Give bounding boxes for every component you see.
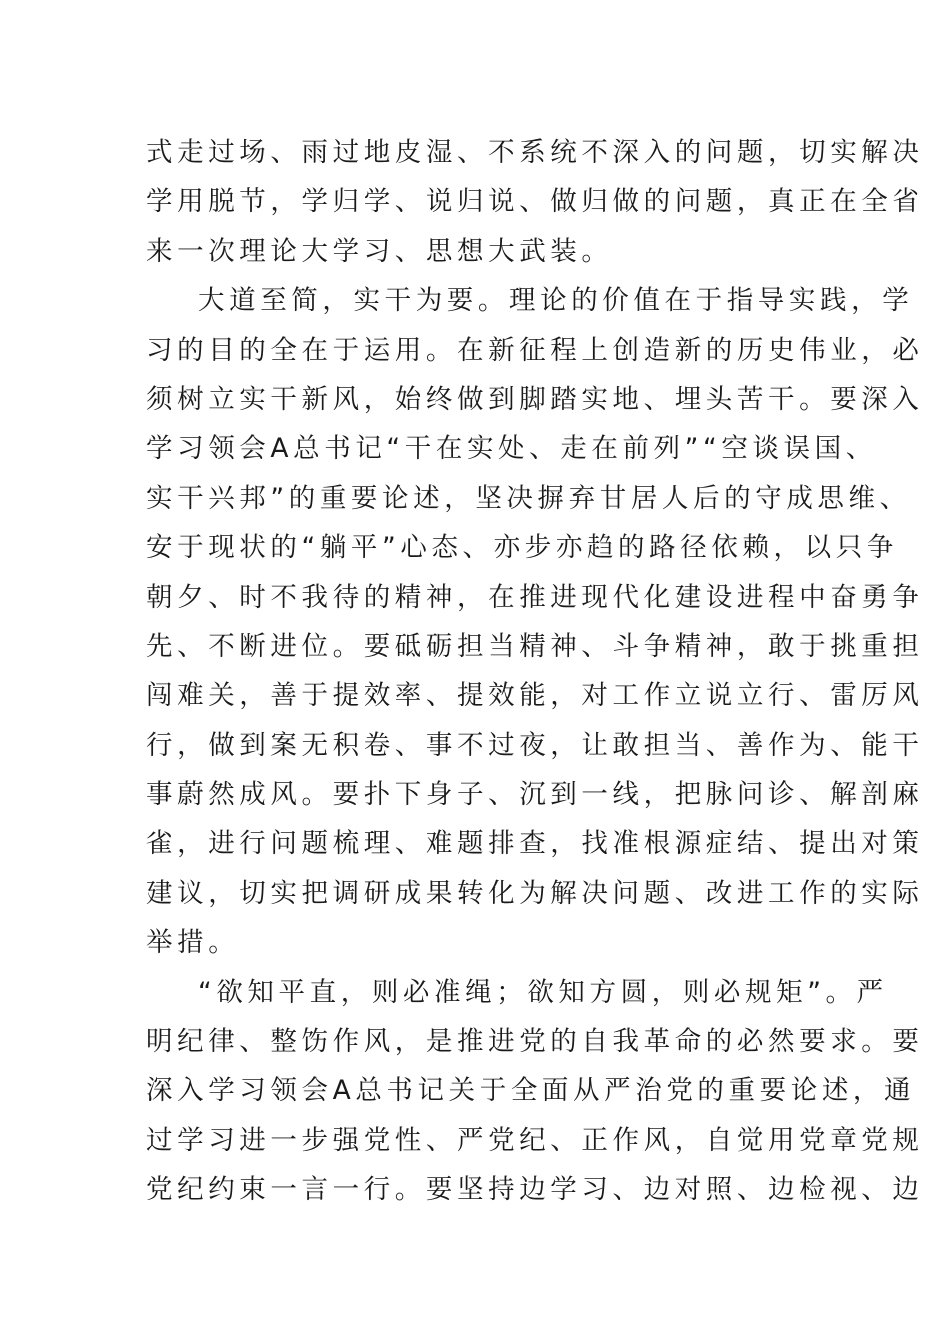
text-line: 先、不断进位。要砥砺担当精神、斗争精神，敢于挑重担	[146, 630, 924, 662]
text-line: 安于现状的“躺平”心态、亦步亦趋的路径依赖，以只争	[146, 532, 898, 564]
text-line: 学习领会A总书记“干在实处、走在前列”“空谈误国、	[146, 433, 877, 465]
text-line: 事蔚然成风。要扑下身子、沉到一线，把脉问诊、解剖麻	[146, 779, 924, 811]
text-line: 行，做到案无积卷、事不过夜，让敢担当、善作为、能干	[146, 729, 924, 761]
text-line: 党纪约束一言一行。要坚持边学习、边对照、边检视、边	[146, 1174, 924, 1206]
text-line: 深入学习领会A总书记关于全面从严治党的重要论述，通	[146, 1075, 916, 1107]
text-line: 学用脱节，学归学、说归说、做归做的问题，真正在全省	[146, 186, 924, 218]
text-line: 雀，进行问题梳理、难题排查，找准根源症结、提出对策	[146, 828, 924, 860]
text-line: 来一次理论大学习、思想大武装。	[146, 235, 613, 267]
text-line: 建议，切实把调研成果转化为解决问题、改进工作的实际	[146, 877, 924, 909]
text-line: 明纪律、整饬作风，是推进党的自我革命的必然要求。要	[146, 1026, 924, 1058]
text-line: 实干兴邦”的重要论述，坚决摒弃甘居人后的守成思维、	[146, 482, 911, 514]
text-line: 朝夕、时不我待的精神，在推进现代化建设进程中奋勇争	[146, 581, 924, 613]
paragraph-start-line: “欲知平直，则必准绳；欲知方圆，则必规矩”。严	[198, 976, 888, 1008]
text-line: 闯难关，善于提效率、提效能，对工作立说立行、雷厉风	[146, 680, 924, 712]
paragraph-start-line: 大道至简，实干为要。理论的价值在于指导实践，学	[198, 285, 914, 317]
body-text	[146, 128, 924, 1215]
text-line: 举措。	[146, 927, 240, 959]
text-line: 式走过场、雨过地皮湿、不系统不深入的问题，切实解决	[146, 137, 924, 168]
text-line: 须树立实干新风，始终做到脚踏实地、埋头苦干。要深入	[146, 383, 924, 415]
text-line: 习的目的全在于运用。在新征程上创造新的历史伟业，必	[146, 334, 924, 366]
text-line: 过学习进一步强党性、严党纪、正作风，自觉用党章党规	[146, 1124, 924, 1156]
